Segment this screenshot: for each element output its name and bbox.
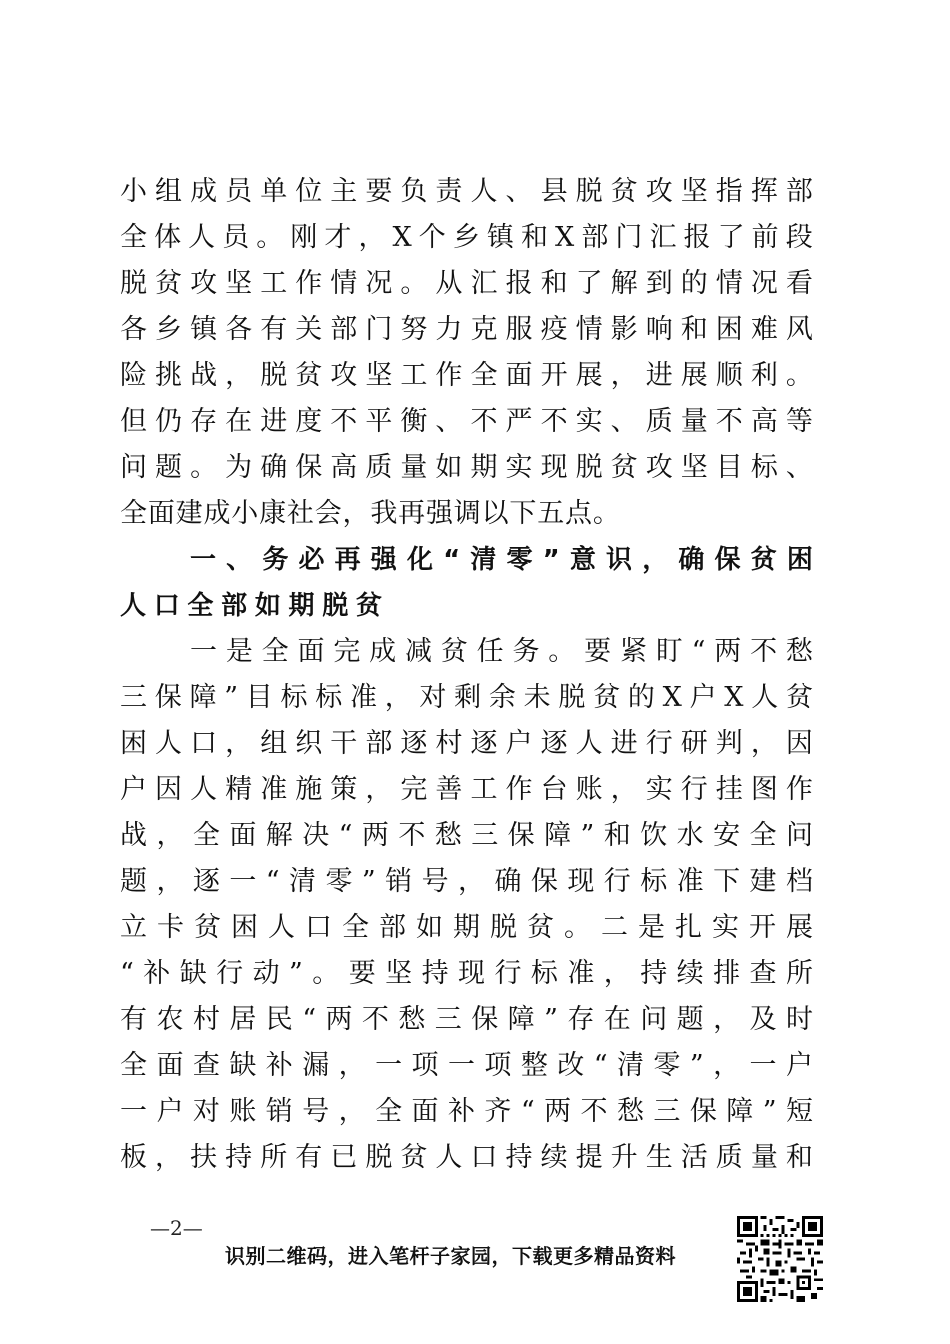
page-number: —2— — [150, 1216, 203, 1240]
body-line-5: 险 挑 战 ， 脱 贫 攻 坚 工 作 全 面 开 展 ， 进 展 顺 利 。 — [120, 360, 813, 391]
section-heading-line-2: 人 口 全 部 如 期 脱 贫 — [120, 591, 382, 621]
body-line-7: 问 题 。 为 确 保 高 质 量 如 期 实 现 脱 贫 攻 坚 目 标 、 — [120, 452, 813, 483]
section-line-9: 有 农 村 居 民 “ 两 不 愁 三 保 障 ” 存 在 问 题 ， 及 时 — [120, 1004, 813, 1035]
footer-promo-text: 识别二维码，进入笔杆子家园，下载更多精品资料 — [225, 1244, 676, 1268]
section-line-11: 一 户 对 账 销 号 ， 全 面 补 齐 “ 两 不 愁 三 保 障 ” 短 — [120, 1096, 813, 1127]
section-line-4: 户 因 人 精 准 施 策 ， 完 善 工 作 台 账 ， 实 行 挂 图 作 — [120, 774, 813, 805]
section-line-8: “ 补 缺 行 动 ” 。 要 坚 持 现 行 标 准 ， 持 续 排 查 所 — [120, 958, 813, 989]
section-line-6: 题 ， 逐 一 “ 清 零 ” 销 号 ， 确 保 现 行 标 准 下 建 档 — [120, 866, 813, 897]
body-line-8: 全 面 建 成 小 康 社 会 ， 我 再 强 调 以 下 五 点 。 — [120, 498, 620, 529]
body-line-4: 各 乡 镇 各 有 关 部 门 努 力 克 服 疫 情 影 响 和 困 难 风 — [120, 314, 813, 345]
section-line-10: 全 面 查 缺 补 漏 ， 一 项 一 项 整 改 “ 清 零 ” ， 一 户 — [120, 1050, 813, 1081]
qr-code-icon[interactable] — [737, 1216, 823, 1302]
section-line-1: 一 是 全 面 完 成 减 贫 任 务 。 要 紧 盯 “ 两 不 愁 — [190, 636, 813, 667]
section-line-7: 立 卡 贫 困 人 口 全 部 如 期 脱 贫 。 二 是 扎 实 开 展 — [120, 912, 813, 943]
body-line-6: 但 仍 存 在 进 度 不 平 衡 、 不 严 不 实 、 质 量 不 高 等 — [120, 406, 813, 437]
body-line-1: 小 组 成 员 单 位 主 要 负 责 人 、 县 脱 贫 攻 坚 指 挥 部 — [120, 176, 813, 207]
section-line-3: 困 人 口 ， 组 织 干 部 逐 村 逐 户 逐 人 进 行 研 判 ， 因 — [120, 728, 813, 759]
body-line-2: 全 体 人 员 。 刚 才 ， X 个 乡 镇 和 X 部 门 汇 报 了 前 段 — [120, 222, 813, 253]
section-line-12: 板 ， 扶 持 所 有 已 脱 贫 人 口 持 续 提 升 生 活 质 量 和 — [120, 1142, 813, 1173]
section-line-2: 三 保 障 ” 目 标 标 准 ， 对 剩 余 未 脱 贫 的 X 户 X 人 贫 — [120, 682, 813, 713]
body-line-3: 脱 贫 攻 坚 工 作 情 况 。 从 汇 报 和 了 解 到 的 情 况 看 — [120, 268, 813, 299]
section-heading-line-1: 一 、 务 必 再 强 化 “ 清 零 ” 意 识 ， 确 保 贫 困 — [190, 545, 813, 575]
section-line-5: 战 ， 全 面 解 决 “ 两 不 愁 三 保 障 ” 和 饮 水 安 全 问 — [120, 820, 813, 851]
